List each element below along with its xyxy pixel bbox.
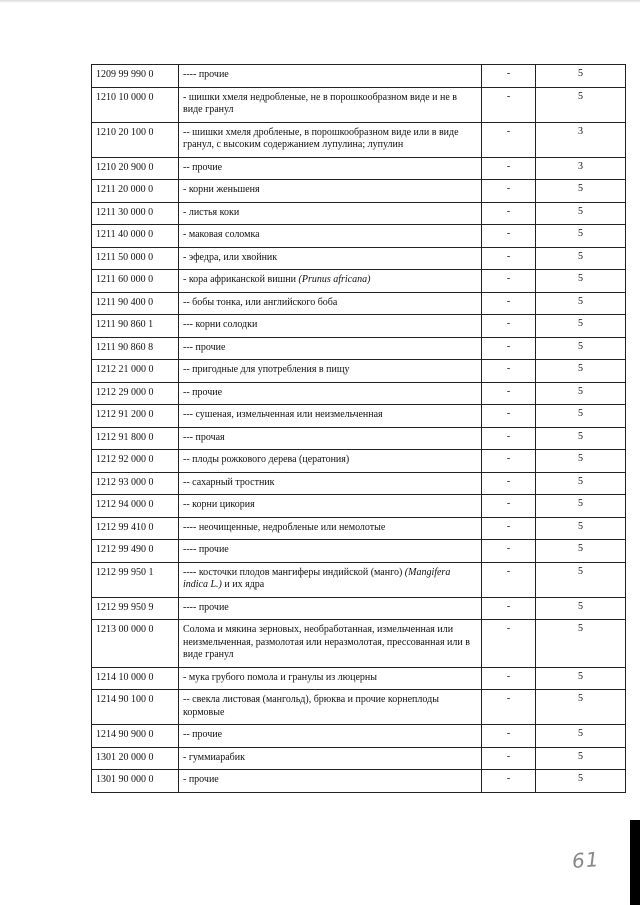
table-row <box>92 725 626 748</box>
tnved-code-cell: 1210 10 000 0 <box>92 87 179 122</box>
duty-rate-cell: 5 <box>536 87 626 122</box>
table-row <box>92 202 626 225</box>
goods-description-cell: - листья коки <box>179 202 482 225</box>
goods-description-cell: - маковая соломка <box>179 225 482 248</box>
duty-rate-cell: 3 <box>536 157 626 180</box>
duty-rate-cell: 5 <box>536 270 626 293</box>
duty-rate-cell: 5 <box>536 405 626 428</box>
goods-description-cell: -- прочие <box>179 725 482 748</box>
dash-cell: - <box>482 180 536 203</box>
tnved-code-cell: 1211 40 000 0 <box>92 225 179 248</box>
tnved-code-cell: 1301 90 000 0 <box>92 770 179 793</box>
dash-cell: - <box>482 597 536 620</box>
dash-cell: - <box>482 382 536 405</box>
goods-description-cell: -- шишки хмеля дробленые, в порошкообразном виде или в виде гранул, с высоким содержанием лупулина; лупулин <box>179 122 482 157</box>
table-row <box>92 517 626 540</box>
scan-edge-right <box>630 820 640 905</box>
tnved-code-cell: 1211 90 860 1 <box>92 315 179 338</box>
tnved-code-cell: 1212 92 000 0 <box>92 450 179 473</box>
table-row <box>92 270 626 293</box>
tnved-code-cell: 1214 90 900 0 <box>92 725 179 748</box>
duty-rate-cell: 5 <box>536 292 626 315</box>
dash-cell: - <box>482 450 536 473</box>
dash-cell: - <box>482 247 536 270</box>
table-row <box>92 87 626 122</box>
goods-description-cell <box>179 562 482 597</box>
duty-rate-cell: 5 <box>536 725 626 748</box>
dash-cell: - <box>482 360 536 383</box>
tnved-code-cell: 1214 90 100 0 <box>92 690 179 725</box>
table-row <box>92 472 626 495</box>
duty-rate-cell: 5 <box>536 597 626 620</box>
dash-cell: - <box>482 725 536 748</box>
dash-cell: - <box>482 315 536 338</box>
dash-cell: - <box>482 427 536 450</box>
tnved-code-cell: 1211 60 000 0 <box>92 270 179 293</box>
goods-description-cell: -- пригодные для употребления в пищу <box>179 360 482 383</box>
duty-rate-cell: 5 <box>536 337 626 360</box>
dash-cell: - <box>482 620 536 668</box>
tnved-code-cell: 1210 20 900 0 <box>92 157 179 180</box>
duty-rate-cell: 5 <box>536 450 626 473</box>
goods-description-cell: -- свекла листовая (мангольд), брюква и прочие корнеплоды кормовые <box>179 690 482 725</box>
handwritten-page-number: 61 <box>571 847 601 873</box>
duty-rate-cell: 5 <box>536 202 626 225</box>
table-row <box>92 405 626 428</box>
table-row <box>92 690 626 725</box>
tnved-code-cell: 1212 99 410 0 <box>92 517 179 540</box>
latin-name-text: (Mangifera indica L.) <box>183 566 451 590</box>
goods-description-cell: Солома и мякина зерновых, необработанная, измельченная или неизмельченная, размолотая или неразмолотая, прессованная или в виде гранул <box>179 620 482 668</box>
goods-description-cell: - гуммиарабик <box>179 747 482 770</box>
table-row <box>92 292 626 315</box>
duty-rate-cell: 5 <box>536 65 626 88</box>
dash-cell: - <box>482 270 536 293</box>
duty-rate-cell: 5 <box>536 360 626 383</box>
duty-rate-cell: 5 <box>536 247 626 270</box>
duty-rate-cell: 5 <box>536 620 626 668</box>
duty-rate-cell: 5 <box>536 562 626 597</box>
goods-description-cell: - корни женьшеня <box>179 180 482 203</box>
goods-description-cell: --- прочие <box>179 337 482 360</box>
goods-description-cell: ---- прочие <box>179 65 482 88</box>
dash-cell: - <box>482 495 536 518</box>
table-row <box>92 337 626 360</box>
tnved-code-cell: 1212 99 950 1 <box>92 562 179 597</box>
table-row <box>92 360 626 383</box>
table-row <box>92 747 626 770</box>
duty-rate-cell: 5 <box>536 382 626 405</box>
dash-cell: - <box>482 292 536 315</box>
tnved-code-cell: 1212 29 000 0 <box>92 382 179 405</box>
tnved-code-cell: 1212 93 000 0 <box>92 472 179 495</box>
goods-description-cell: ---- прочие <box>179 540 482 563</box>
dash-cell: - <box>482 65 536 88</box>
goods-description-cell: -- прочие <box>179 157 482 180</box>
goods-description-cell: - эфедра, или хвойник <box>179 247 482 270</box>
goods-description-cell: -- бобы тонка, или английского боба <box>179 292 482 315</box>
tnved-code-cell: 1213 00 000 0 <box>92 620 179 668</box>
table-row <box>92 667 626 690</box>
dash-cell: - <box>482 157 536 180</box>
tariff-table <box>91 64 626 793</box>
goods-description-cell: - мука грубого помола и гранулы из люцерны <box>179 667 482 690</box>
goods-description-cell: -- плоды рожкового дерева (цератония) <box>179 450 482 473</box>
dash-cell: - <box>482 562 536 597</box>
goods-description-cell: -- прочие <box>179 382 482 405</box>
table-row <box>92 620 626 668</box>
tnved-code-cell: 1211 20 000 0 <box>92 180 179 203</box>
tnved-code-cell: 1211 90 400 0 <box>92 292 179 315</box>
dash-cell: - <box>482 517 536 540</box>
goods-description-cell: --- корни солодки <box>179 315 482 338</box>
duty-rate-cell: 5 <box>536 770 626 793</box>
goods-description-cell: ---- прочие <box>179 597 482 620</box>
dash-cell: - <box>482 405 536 428</box>
table-row <box>92 122 626 157</box>
goods-description-cell: ---- неочищенные, недробленые или немолотые <box>179 517 482 540</box>
duty-rate-cell: 5 <box>536 495 626 518</box>
tnved-code-cell: 1209 99 990 0 <box>92 65 179 88</box>
table-row <box>92 180 626 203</box>
tnved-code-cell: 1211 50 000 0 <box>92 247 179 270</box>
dash-cell: - <box>482 122 536 157</box>
table-row <box>92 597 626 620</box>
tnved-code-cell: 1210 20 100 0 <box>92 122 179 157</box>
dash-cell: - <box>482 690 536 725</box>
dash-cell: - <box>482 225 536 248</box>
dash-cell: - <box>482 667 536 690</box>
duty-rate-cell: 5 <box>536 472 626 495</box>
tnved-code-cell: 1214 10 000 0 <box>92 667 179 690</box>
tnved-code-cell: 1212 99 490 0 <box>92 540 179 563</box>
tnved-code-cell: 1211 90 860 8 <box>92 337 179 360</box>
tnved-code-cell: 1212 91 800 0 <box>92 427 179 450</box>
tnved-code-cell: 1212 94 000 0 <box>92 495 179 518</box>
duty-rate-cell: 5 <box>536 517 626 540</box>
table-row <box>92 450 626 473</box>
goods-description-cell: -- корни цикория <box>179 495 482 518</box>
goods-description-cell: - прочие <box>179 770 482 793</box>
dash-cell: - <box>482 337 536 360</box>
table-row <box>92 157 626 180</box>
dash-cell: - <box>482 540 536 563</box>
table-row <box>92 247 626 270</box>
dash-cell: - <box>482 472 536 495</box>
table-row <box>92 540 626 563</box>
tnved-code-cell: 1211 30 000 0 <box>92 202 179 225</box>
duty-rate-cell: 3 <box>536 122 626 157</box>
tnved-code-cell: 1212 99 950 9 <box>92 597 179 620</box>
goods-description-cell <box>179 270 482 293</box>
table-row <box>92 562 626 597</box>
latin-name-text: (Prunus africana) <box>298 274 371 285</box>
tnved-code-cell: 1212 91 200 0 <box>92 405 179 428</box>
duty-rate-cell: 5 <box>536 690 626 725</box>
duty-rate-cell: 5 <box>536 225 626 248</box>
duty-rate-cell: 5 <box>536 180 626 203</box>
goods-description-cell: --- прочая <box>179 427 482 450</box>
tnved-code-cell: 1301 20 000 0 <box>92 747 179 770</box>
table-row <box>92 65 626 88</box>
tariff-table-body <box>92 65 626 793</box>
table-row <box>92 225 626 248</box>
table-row <box>92 427 626 450</box>
tnved-code-cell: 1212 21 000 0 <box>92 360 179 383</box>
dash-cell: - <box>482 770 536 793</box>
description-text: - кора африканской вишни <box>183 274 299 285</box>
table-row <box>92 382 626 405</box>
duty-rate-cell: 5 <box>536 315 626 338</box>
duty-rate-cell: 5 <box>536 427 626 450</box>
duty-rate-cell: 5 <box>536 540 626 563</box>
table-row <box>92 315 626 338</box>
goods-description-cell: --- сушеная, измельченная или неизмельченная <box>179 405 482 428</box>
dash-cell: - <box>482 747 536 770</box>
duty-rate-cell: 5 <box>536 747 626 770</box>
description-text: ---- косточки плодов мангиферы индийской (манго) <box>183 566 405 578</box>
table-row <box>92 770 626 793</box>
description-suffix-text: и их ядра <box>221 579 265 590</box>
dash-cell: - <box>482 87 536 122</box>
dash-cell: - <box>482 202 536 225</box>
table-row <box>92 495 626 518</box>
goods-description-cell: -- сахарный тростник <box>179 472 482 495</box>
duty-rate-cell: 5 <box>536 667 626 690</box>
scan-edge-top <box>0 0 640 3</box>
goods-description-cell: - шишки хмеля недробленые, не в порошкообразном виде и не в виде гранул <box>179 87 482 122</box>
